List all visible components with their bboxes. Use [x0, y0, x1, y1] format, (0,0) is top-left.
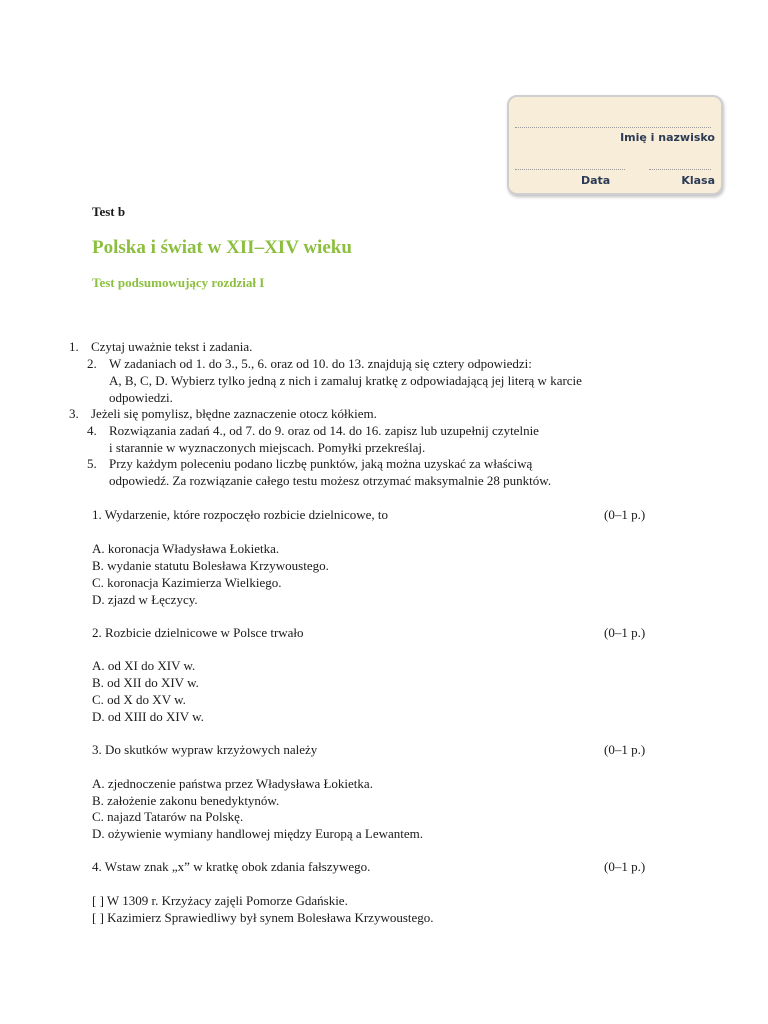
answer-option[interactable]: C. koronacja Kazimierza Wielkiego.	[92, 575, 282, 590]
question-points: (0–1 p.)	[604, 625, 646, 640]
answer-option[interactable]: C. od X do XV w.	[92, 692, 186, 707]
question-text: 3. Do skutków wypraw krzyżowych należy	[92, 742, 318, 757]
question-points: (0–1 p.)	[604, 742, 646, 757]
answer-option[interactable]: A. od XI do XIV w.	[92, 658, 196, 673]
true-false-statement[interactable]: [ ] W 1309 r. Krzyżacy zajęli Pomorze Gdańskie.	[92, 893, 348, 908]
answer-option[interactable]: A. zjednoczenie państwa przez Władysława Łokietka.	[92, 776, 373, 791]
student-info-box	[507, 95, 723, 195]
answer-option[interactable]: B. wydanie statutu Bolesława Krzywoustego.	[92, 558, 329, 573]
page-subtitle: Test podsumowujący rozdział I	[92, 275, 265, 290]
question-points: (0–1 p.)	[604, 859, 646, 874]
true-false-statement[interactable]: [ ] Kazimierz Sprawiedliwy był synem Bolesława Krzywoustego.	[92, 910, 434, 925]
date-line[interactable]	[515, 169, 625, 170]
test-label: Test b	[92, 204, 126, 219]
answer-option[interactable]: B. od XII do XIV w.	[92, 675, 199, 690]
question-points: (0–1 p.)	[604, 507, 646, 522]
date-label: Data	[581, 174, 611, 187]
answer-option[interactable]: D. zjazd w Łęczycy.	[92, 592, 198, 607]
class-line[interactable]	[649, 169, 711, 170]
question-text: 1. Wydarzenie, które rozpoczęło rozbicie dzielnicowe, to	[92, 507, 389, 522]
answer-option[interactable]: C. najazd Tatarów na Polskę.	[92, 809, 244, 824]
answer-option[interactable]: A. koronacja Władysława Łokietka.	[92, 541, 280, 556]
question-text: 4. Wstaw znak „x” w kratkę obok zdania fałszywego.	[92, 859, 371, 874]
class-label: Klasa	[681, 174, 715, 187]
page-title: Polska i świat w XII–XIV wieku	[92, 237, 352, 258]
name-label: Imię i nazwisko	[620, 131, 715, 144]
answer-option[interactable]: B. założenie zakonu benedyktynów.	[92, 793, 280, 808]
question-text: 2. Rozbicie dzielnicowe w Polsce trwało	[92, 625, 304, 640]
answer-option[interactable]: D. ożywienie wymiany handlowej między Europą a Lewantem.	[92, 826, 424, 841]
answer-option[interactable]: D. od XIII do XIV w.	[92, 709, 204, 724]
name-line[interactable]	[515, 127, 711, 128]
